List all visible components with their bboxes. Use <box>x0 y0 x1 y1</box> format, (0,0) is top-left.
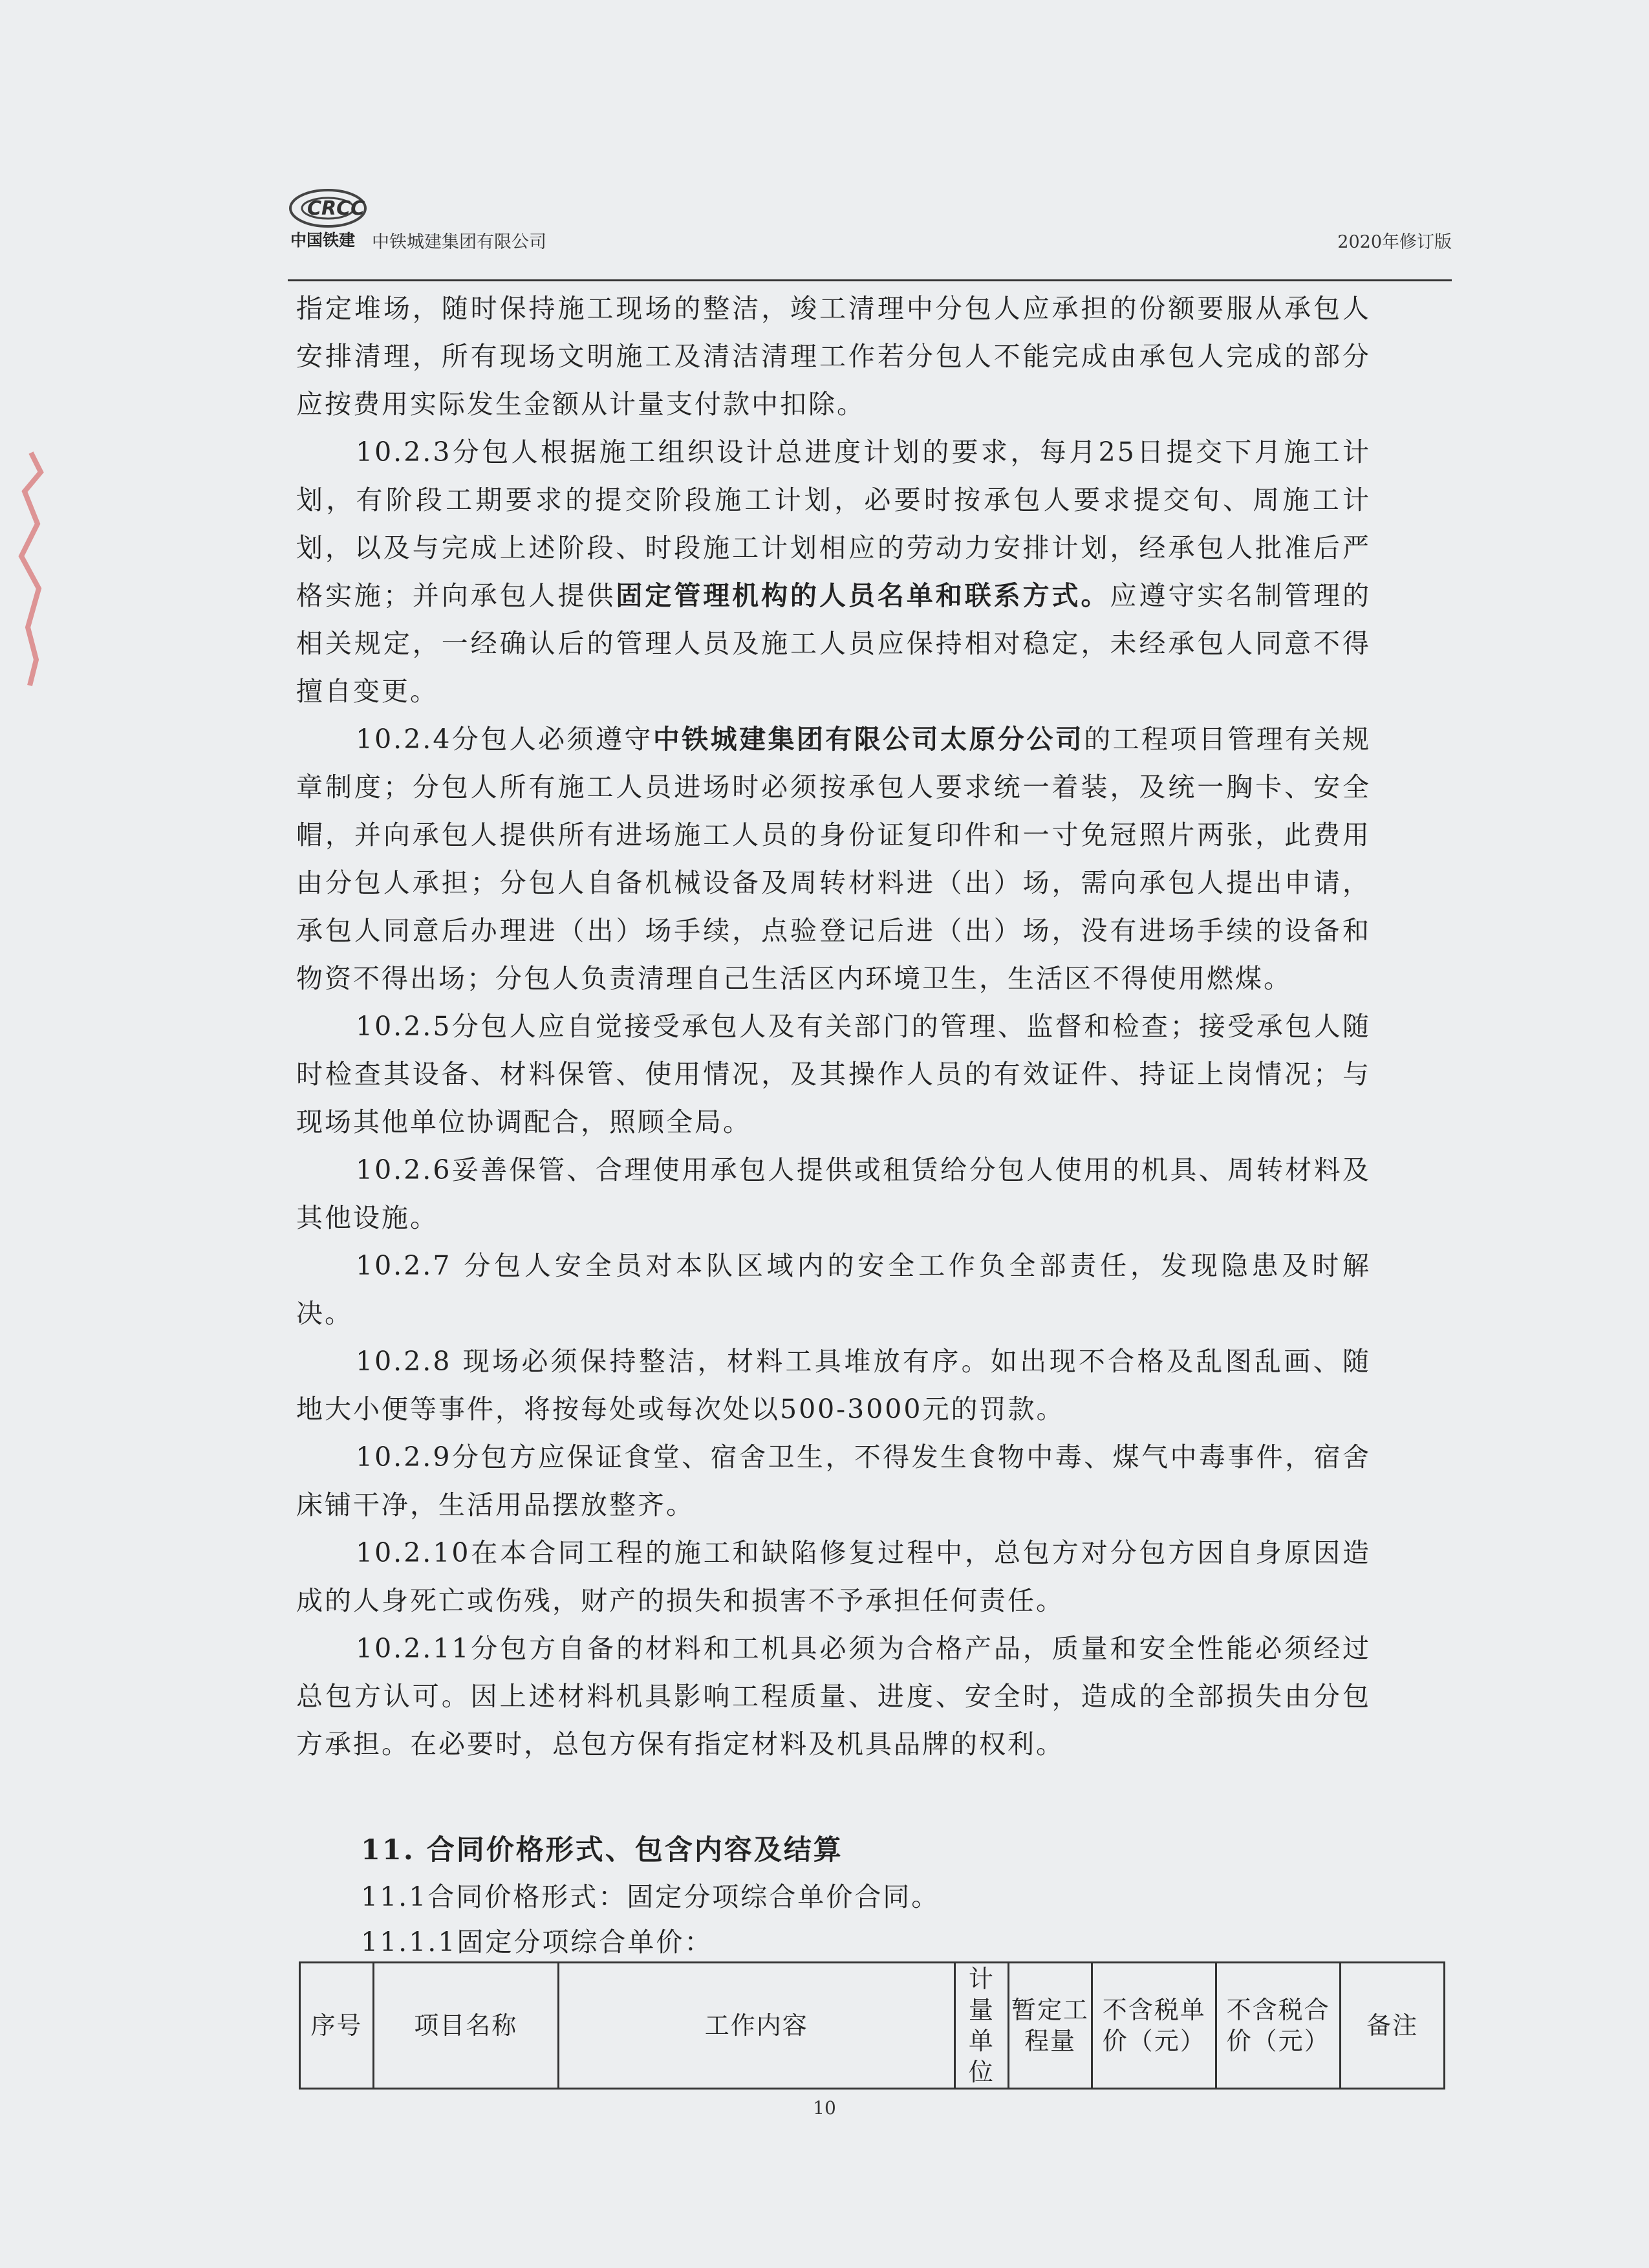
paragraph: 指定堆场，随时保持施工现场的整洁，竣工清理中分包人应承担的份额要服从承包人安排清理，所有现场文明施工及清洁清理工作若分包人不能完成由承包人完成的部分应按费用实际发生金额从计量支付款中扣除。 <box>296 293 1371 420</box>
table-header: 计量单位 <box>954 1963 1008 2089</box>
page-number: 10 <box>813 2097 836 2119</box>
paragraph-10-2-10: 10.2.10在本合同工程的施工和缺陷修复过程中，总包方对分包方因自身原因造成的人身死亡或伤残，财产的损失和损害不予承担任何责任。 <box>296 1537 1371 1616</box>
table-header-row <box>300 1963 1445 2089</box>
logo-text: 中国铁建 <box>290 231 356 250</box>
table-header: 项目名称 <box>373 1963 558 2089</box>
seal-stamp-fragment <box>12 446 50 692</box>
section-line: 11.1合同价格形式：固定分项综合单价合同。 <box>361 1881 940 1912</box>
price-table <box>299 1961 1445 2090</box>
table-header: 备注 <box>1341 1963 1445 2089</box>
paragraph-10-2-9: 10.2.9分包方应保证食堂、宿舍卫生，不得发生食物中毒、煤气中毒事件，宿舍床铺干净，生活用品摆放整齐。 <box>296 1442 1371 1520</box>
table-header: 序号 <box>300 1963 374 2089</box>
table-header: 暂定工程量 <box>1008 1963 1092 2089</box>
paragraph-10-2-3: 10.2.3分包人根据施工组织设计总进度计划的要求，每月25日提交下月施工计划，有阶段工期要求的提交阶段施工计划，必要时按承包人要求提交旬、周施工计划，以及与完成上述阶段、时段施工计划相应的劳动力安排计划，经承包人批准后严格实施；并向承包人提供固定管理机构的人员名单和联系方式。应遵守实名制管理的相关规定，一经确认后的管理人员及施工人员应保持相对稳定，未经承包人同意不得擅自变更。 <box>296 437 1372 707</box>
table-header: 不含税合价（元） <box>1216 1963 1341 2089</box>
paragraph-10-2-6: 10.2.6妥善保管、合理使用承包人提供或租赁给分包人使用的机具、周转材料及其他设施。 <box>296 1154 1371 1233</box>
paragraph-10-2-7: 10.2.7 分包人安全员对本队区域内的安全工作负全部责任，发现隐患及时解决。 <box>296 1250 1371 1329</box>
paragraph-10-2-4: 10.2.4分包人必须遵守中铁城建集团有限公司太原分公司的工程项目管理有关规章制度；分包人所有施工人员进场时必须按承包人要求统一着装，及统一胸卡、安全帽，并向承包人提供所有进场施工人员的身份证复印件和一寸免冠照片两张，此费用由分包人承担；分包人自备机械设备及周转材料进（出）场，需向承包人提出申请，承包人同意后办理进（出）场手续，点验登记后进（出）场，没有进场手续的设备和物资不得出场；分包人负责清理自己生活区内环境卫生，生活区不得使用燃煤。 <box>296 724 1372 994</box>
company-name: 中铁城建集团有限公司 <box>372 232 546 252</box>
company-logo-icon <box>288 188 369 230</box>
svg-text:CRCC: CRCC <box>307 197 365 220</box>
bold-text: 中铁城建集团有限公司太原分公司 <box>652 724 1084 755</box>
paragraph-10-2-11: 10.2.11分包方自备的材料和工机具必须为合格产品，质量和安全性能必须经过总包方认可。因上述材料机具影响工程质量、进度、安全时，造成的全部损失由分包方承担。在必要时，总包方保有指定材料及机具品牌的权利。 <box>296 1633 1371 1760</box>
paragraph-10-2-8: 10.2.8 现场必须保持整洁，材料工具堆放有序。如出现不合格及乱图乱画、随地大小便等事件，将按每处或每次处以500-3000元的罚款。 <box>296 1346 1371 1425</box>
bold-text: 固定管理机构的人员名单和联系方式。 <box>616 580 1110 611</box>
table-header: 不含税单价（元） <box>1092 1963 1216 2089</box>
header-divider <box>288 279 1452 281</box>
section-line: 11.1.1固定分项综合单价： <box>361 1927 713 1958</box>
edition-label: 2020年修订版 <box>1337 232 1452 252</box>
page-header <box>288 188 1452 285</box>
paragraph-10-2-5: 10.2.5分包人应自觉接受承包人及有关部门的管理、监督和检查；接受承包人随时检查其设备、材料保管、使用情况，及其操作人员的有效证件、持证上岗情况；与现场其他单位协调配合，照顾全局。 <box>296 1011 1371 1138</box>
section-title: 11. 合同价格形式、包含内容及结算 <box>361 1834 843 1866</box>
table-header: 工作内容 <box>558 1963 954 2089</box>
body-content <box>296 285 1371 1965</box>
